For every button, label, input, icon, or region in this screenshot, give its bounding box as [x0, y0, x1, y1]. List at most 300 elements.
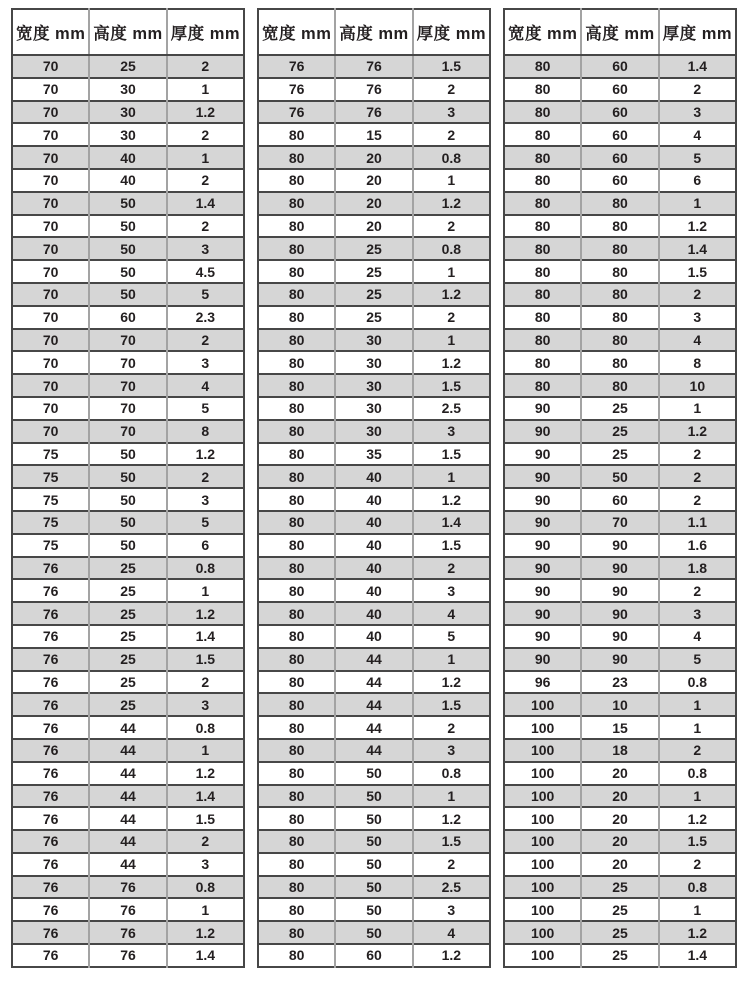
table-row [504, 465, 736, 488]
cell-height: 76 [89, 921, 166, 944]
cell-thickness: 5 [167, 397, 244, 420]
cell-height: 76 [89, 944, 166, 967]
cell-height: 60 [581, 169, 658, 192]
cell-height: 20 [581, 762, 658, 785]
cell-thickness: 1 [167, 146, 244, 169]
table-row [504, 671, 736, 694]
table-row [12, 420, 244, 443]
cell-height: 25 [335, 283, 412, 306]
cell-thickness: 2 [413, 716, 490, 739]
cell-thickness: 3 [413, 739, 490, 762]
table-row [258, 443, 490, 466]
cell-thickness: 1 [413, 169, 490, 192]
table-row [258, 169, 490, 192]
table-row [504, 785, 736, 808]
cell-height: 76 [89, 898, 166, 921]
cell-thickness: 1.2 [659, 215, 736, 238]
cell-thickness: 1 [413, 648, 490, 671]
cell-width: 80 [504, 283, 581, 306]
cell-width: 80 [258, 306, 335, 329]
table-row [12, 465, 244, 488]
cell-height: 44 [89, 739, 166, 762]
cell-thickness: 1.5 [413, 830, 490, 853]
table-row [12, 648, 244, 671]
cell-width: 80 [258, 351, 335, 374]
cell-thickness: 1.2 [167, 602, 244, 625]
cell-height: 80 [581, 306, 658, 329]
cell-thickness: 2 [167, 123, 244, 146]
cell-width: 76 [12, 785, 89, 808]
cell-thickness: 0.8 [659, 876, 736, 899]
table-row [258, 557, 490, 580]
cell-height: 76 [335, 101, 412, 124]
cell-width: 70 [12, 397, 89, 420]
table-row [12, 671, 244, 694]
table-row [258, 830, 490, 853]
table-row [258, 101, 490, 124]
cell-height: 44 [335, 648, 412, 671]
table-row [12, 534, 244, 557]
cell-thickness: 1.4 [167, 192, 244, 215]
table-row [258, 807, 490, 830]
cell-thickness: 0.8 [413, 237, 490, 260]
cell-width: 80 [258, 625, 335, 648]
table-row [258, 602, 490, 625]
table-row [12, 830, 244, 853]
cell-height: 40 [335, 534, 412, 557]
cell-height: 90 [581, 602, 658, 625]
table-row [12, 921, 244, 944]
table-row [12, 693, 244, 716]
cell-thickness: 0.8 [167, 716, 244, 739]
cell-thickness: 1.4 [167, 785, 244, 808]
table-row [12, 785, 244, 808]
table-row [258, 876, 490, 899]
cell-height: 25 [89, 55, 166, 78]
table-row [504, 944, 736, 967]
cell-thickness: 2 [659, 443, 736, 466]
column-header-thickness: 厚度 mm [413, 9, 490, 55]
cell-width: 80 [258, 602, 335, 625]
table-row [258, 55, 490, 78]
cell-thickness: 4 [659, 123, 736, 146]
cell-thickness: 3 [659, 602, 736, 625]
cell-thickness: 2 [659, 465, 736, 488]
table-row [12, 397, 244, 420]
cell-height: 30 [335, 420, 412, 443]
cell-width: 90 [504, 557, 581, 580]
cell-height: 44 [335, 716, 412, 739]
cell-height: 20 [335, 192, 412, 215]
cell-thickness: 5 [167, 511, 244, 534]
table-row [504, 169, 736, 192]
cell-width: 80 [258, 921, 335, 944]
cell-width: 70 [12, 306, 89, 329]
cell-width: 75 [12, 443, 89, 466]
cell-height: 50 [335, 876, 412, 899]
table-row [258, 488, 490, 511]
cell-width: 76 [12, 602, 89, 625]
cell-thickness: 1 [167, 898, 244, 921]
cell-thickness: 2 [167, 329, 244, 352]
cell-width: 96 [504, 671, 581, 694]
table-row [504, 488, 736, 511]
table-row [504, 534, 736, 557]
cell-thickness: 2 [167, 215, 244, 238]
cell-thickness: 2 [413, 215, 490, 238]
cell-width: 76 [12, 898, 89, 921]
column-header-height: 高度 mm [581, 9, 658, 55]
cell-height: 25 [89, 648, 166, 671]
table-row [258, 898, 490, 921]
table-row [12, 55, 244, 78]
table-header [258, 9, 490, 55]
cell-thickness: 4 [167, 374, 244, 397]
cell-width: 70 [12, 237, 89, 260]
cell-thickness: 2 [413, 306, 490, 329]
column-header-width: 宽度 mm [504, 9, 581, 55]
cell-width: 80 [504, 101, 581, 124]
cell-width: 100 [504, 830, 581, 853]
cell-height: 80 [581, 329, 658, 352]
cell-height: 20 [335, 169, 412, 192]
cell-thickness: 1 [659, 397, 736, 420]
cell-height: 15 [335, 123, 412, 146]
cell-height: 50 [89, 511, 166, 534]
cell-width: 70 [12, 169, 89, 192]
cell-thickness: 0.8 [413, 146, 490, 169]
cell-height: 60 [581, 123, 658, 146]
cell-width: 80 [258, 739, 335, 762]
table-row [258, 283, 490, 306]
table-row [258, 78, 490, 101]
cell-width: 76 [12, 579, 89, 602]
cell-thickness: 1.2 [167, 443, 244, 466]
cell-thickness: 1.2 [167, 762, 244, 785]
cell-height: 25 [89, 671, 166, 694]
table-row [258, 579, 490, 602]
cell-width: 80 [258, 898, 335, 921]
cell-width: 90 [504, 648, 581, 671]
cell-thickness: 1.2 [413, 944, 490, 967]
cell-height: 60 [581, 488, 658, 511]
table-row [504, 78, 736, 101]
table-row [258, 192, 490, 215]
cell-width: 76 [12, 648, 89, 671]
header-row [12, 9, 244, 55]
cell-width: 80 [258, 762, 335, 785]
cell-width: 80 [258, 671, 335, 694]
table-row [12, 192, 244, 215]
cell-height: 60 [89, 306, 166, 329]
table-row [504, 215, 736, 238]
cell-height: 80 [581, 260, 658, 283]
table-row [258, 329, 490, 352]
table-row [258, 625, 490, 648]
table-row [504, 625, 736, 648]
cell-height: 40 [335, 511, 412, 534]
cell-width: 80 [258, 465, 335, 488]
cell-thickness: 0.8 [413, 762, 490, 785]
cell-width: 100 [504, 693, 581, 716]
cell-width: 70 [12, 123, 89, 146]
cell-height: 40 [335, 602, 412, 625]
cell-width: 80 [504, 237, 581, 260]
cell-thickness: 1 [659, 192, 736, 215]
cell-height: 25 [581, 443, 658, 466]
cell-thickness: 5 [659, 146, 736, 169]
cell-height: 50 [335, 762, 412, 785]
column-header-height: 高度 mm [335, 9, 412, 55]
cell-width: 90 [504, 602, 581, 625]
cell-width: 100 [504, 762, 581, 785]
cell-width: 100 [504, 944, 581, 967]
table-row [258, 921, 490, 944]
cell-width: 80 [258, 374, 335, 397]
cell-thickness: 1.2 [413, 671, 490, 694]
table-row [504, 830, 736, 853]
cell-thickness: 1.4 [167, 625, 244, 648]
table-row [504, 876, 736, 899]
cell-thickness: 3 [413, 101, 490, 124]
table-row [258, 260, 490, 283]
cell-width: 80 [258, 807, 335, 830]
cell-thickness: 8 [167, 420, 244, 443]
table-row [12, 237, 244, 260]
cell-thickness: 1.5 [413, 693, 490, 716]
cell-height: 30 [335, 374, 412, 397]
cell-width: 80 [504, 169, 581, 192]
table-row [504, 306, 736, 329]
table-row [504, 420, 736, 443]
cell-height: 76 [89, 876, 166, 899]
table-row [258, 374, 490, 397]
cell-thickness: 1 [659, 898, 736, 921]
cell-width: 90 [504, 420, 581, 443]
cell-width: 80 [258, 716, 335, 739]
table-row [504, 579, 736, 602]
cell-thickness: 1 [167, 579, 244, 602]
cell-height: 25 [89, 557, 166, 580]
cell-width: 100 [504, 898, 581, 921]
cell-thickness: 2 [413, 853, 490, 876]
cell-height: 15 [581, 716, 658, 739]
table-row [12, 762, 244, 785]
cell-height: 44 [89, 762, 166, 785]
cell-height: 50 [89, 192, 166, 215]
cell-thickness: 1 [413, 329, 490, 352]
cell-height: 40 [335, 557, 412, 580]
table-row [12, 602, 244, 625]
cell-thickness: 6 [167, 534, 244, 557]
table-row [504, 807, 736, 830]
table-body [258, 55, 490, 967]
cell-thickness: 1.2 [659, 807, 736, 830]
cell-thickness: 2 [167, 671, 244, 694]
table-row [12, 898, 244, 921]
cell-height: 25 [335, 306, 412, 329]
cell-width: 70 [12, 374, 89, 397]
cell-height: 25 [581, 876, 658, 899]
table-row [12, 443, 244, 466]
table-row [504, 260, 736, 283]
cell-height: 50 [89, 443, 166, 466]
cell-thickness: 3 [167, 488, 244, 511]
column-header-thickness: 厚度 mm [659, 9, 736, 55]
cell-thickness: 1 [659, 785, 736, 808]
cell-height: 50 [335, 807, 412, 830]
cell-thickness: 1.4 [167, 944, 244, 967]
cell-thickness: 3 [167, 351, 244, 374]
cell-thickness: 1.8 [659, 557, 736, 580]
cell-width: 76 [12, 625, 89, 648]
cell-height: 50 [89, 488, 166, 511]
cell-height: 20 [335, 215, 412, 238]
table-row [504, 739, 736, 762]
cell-height: 40 [335, 488, 412, 511]
cell-thickness: 2 [659, 488, 736, 511]
cell-thickness: 5 [659, 648, 736, 671]
table-row [12, 716, 244, 739]
table-row [258, 146, 490, 169]
cell-thickness: 1 [413, 260, 490, 283]
cell-width: 76 [12, 557, 89, 580]
cell-width: 80 [258, 146, 335, 169]
cell-thickness: 1.2 [413, 283, 490, 306]
table-row [504, 557, 736, 580]
cell-thickness: 0.8 [659, 671, 736, 694]
cell-width: 80 [504, 306, 581, 329]
cell-height: 35 [335, 443, 412, 466]
cell-width: 70 [12, 283, 89, 306]
cell-height: 30 [335, 397, 412, 420]
cell-thickness: 1.5 [413, 443, 490, 466]
table-row [12, 511, 244, 534]
table-row [12, 101, 244, 124]
cell-height: 80 [581, 237, 658, 260]
cell-width: 80 [504, 146, 581, 169]
table-row [504, 602, 736, 625]
cell-height: 40 [335, 625, 412, 648]
table-row [258, 351, 490, 374]
cell-height: 50 [581, 465, 658, 488]
cell-thickness: 3 [659, 101, 736, 124]
cell-width: 76 [12, 739, 89, 762]
cell-thickness: 4 [413, 602, 490, 625]
cell-width: 80 [258, 944, 335, 967]
cell-width: 90 [504, 579, 581, 602]
cell-width: 76 [12, 853, 89, 876]
cell-height: 20 [581, 807, 658, 830]
cell-width: 80 [504, 374, 581, 397]
table-row [12, 78, 244, 101]
cell-height: 25 [335, 237, 412, 260]
cell-height: 50 [89, 283, 166, 306]
cell-thickness: 1 [659, 693, 736, 716]
cell-width: 76 [12, 830, 89, 853]
table-row [504, 237, 736, 260]
column-header-width: 宽度 mm [12, 9, 89, 55]
cell-width: 76 [12, 716, 89, 739]
column-header-thickness: 厚度 mm [167, 9, 244, 55]
cell-width: 80 [504, 215, 581, 238]
table-row [258, 511, 490, 534]
cell-thickness: 1.2 [413, 807, 490, 830]
size-table-right [503, 8, 737, 968]
cell-height: 50 [89, 260, 166, 283]
cell-height: 30 [335, 329, 412, 352]
table-row [504, 762, 736, 785]
cell-thickness: 1.4 [659, 55, 736, 78]
cell-thickness: 1.5 [413, 374, 490, 397]
cell-thickness: 2 [659, 78, 736, 101]
cell-thickness: 2 [659, 739, 736, 762]
cell-height: 70 [89, 420, 166, 443]
table-row [258, 944, 490, 967]
size-table-middle [257, 8, 491, 968]
cell-width: 76 [12, 876, 89, 899]
table-row [258, 671, 490, 694]
cell-width: 76 [258, 55, 335, 78]
cell-height: 44 [89, 785, 166, 808]
table-row [258, 465, 490, 488]
cell-width: 80 [504, 55, 581, 78]
cell-height: 60 [335, 944, 412, 967]
cell-height: 20 [581, 830, 658, 853]
cell-thickness: 1.2 [659, 420, 736, 443]
cell-height: 90 [581, 625, 658, 648]
cell-height: 76 [335, 78, 412, 101]
cell-height: 90 [581, 534, 658, 557]
table-row [504, 511, 736, 534]
cell-width: 75 [12, 511, 89, 534]
cell-thickness: 3 [167, 693, 244, 716]
table-row [504, 101, 736, 124]
cell-height: 40 [89, 169, 166, 192]
table-row [504, 374, 736, 397]
table-row [504, 648, 736, 671]
cell-width: 76 [12, 762, 89, 785]
cell-thickness: 4 [413, 921, 490, 944]
cell-height: 18 [581, 739, 658, 762]
cell-thickness: 1.5 [659, 260, 736, 283]
cell-width: 76 [12, 921, 89, 944]
table-row [258, 534, 490, 557]
cell-width: 80 [258, 579, 335, 602]
cell-thickness: 1.4 [413, 511, 490, 534]
cell-thickness: 3 [413, 579, 490, 602]
table-row [504, 192, 736, 215]
cell-width: 80 [258, 420, 335, 443]
cell-width: 80 [258, 534, 335, 557]
cell-height: 50 [335, 898, 412, 921]
table-row [504, 443, 736, 466]
cell-width: 80 [258, 557, 335, 580]
table-row [258, 853, 490, 876]
cell-height: 20 [581, 785, 658, 808]
cell-thickness: 3 [659, 306, 736, 329]
cell-height: 90 [581, 579, 658, 602]
cell-width: 70 [12, 78, 89, 101]
cell-width: 76 [12, 944, 89, 967]
cell-width: 75 [12, 534, 89, 557]
table-row [258, 306, 490, 329]
cell-thickness: 4.5 [167, 260, 244, 283]
cell-thickness: 4 [659, 329, 736, 352]
cell-height: 50 [335, 785, 412, 808]
table-row [504, 329, 736, 352]
cell-height: 90 [581, 648, 658, 671]
